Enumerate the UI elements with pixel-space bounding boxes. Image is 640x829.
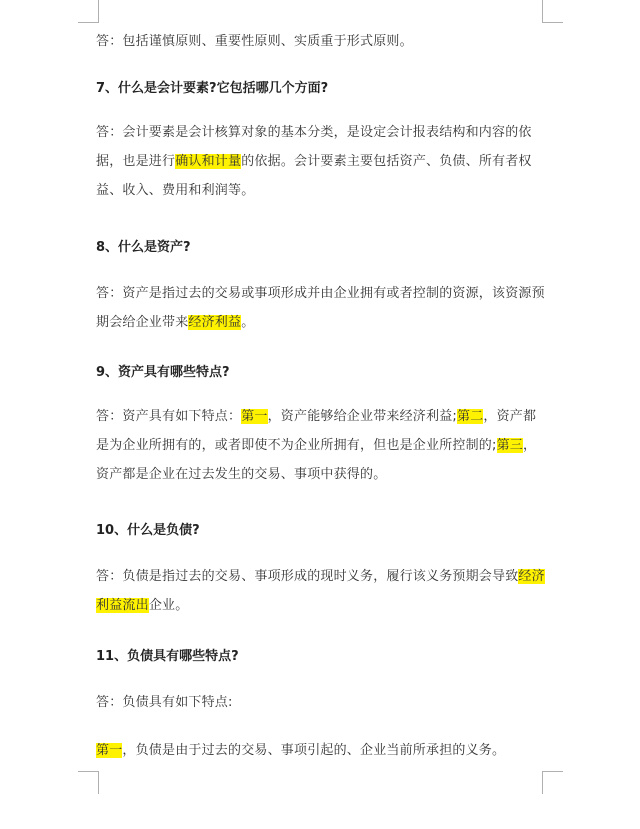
page-corner-mark-top-right — [542, 0, 563, 23]
page-corner-mark-top-left — [78, 0, 99, 23]
highlight-second: 第二 — [457, 409, 484, 424]
question-7-heading: 7、什么是会计要素?它包括哪几个方面? — [96, 81, 329, 96]
highlight-third: 第三 — [496, 438, 523, 453]
answer-7: 答：会计要素是会计核算对象的基本分类，是设定会计报表结构和内容的依据，也是进行确认和计量的依据。会计要素主要包括资产、负债、所有者权益、收入、费用和利润等。 — [96, 125, 532, 198]
answer-10: 答：负债是指过去的交易、事项形成的现时义务，履行该义务预期会导致经济利益流出企业。 — [96, 569, 545, 613]
highlight-economic-benefit: 经济利益 — [188, 315, 242, 330]
answer-11-point-1: 第一，负债是由于过去的交易、事项引起的、企业当前所承担的义务。 — [96, 743, 506, 758]
answer-9: 答：资产具有如下特点：第一，资产能够给企业带来经济利益;第二，资产都是为企业所拥有的，或者即使不为企业所拥有，但也是企业所控制的;第三，资产都是企业在过去发生的交易、事项中获得的。 — [96, 409, 537, 482]
answer-6: 答：包括谨慎原则、重要性原则、实质重于形式原则。 — [96, 34, 413, 49]
question-9-heading: 9、资产具有哪些特点? — [96, 365, 230, 380]
question-10-heading: 10、什么是负债? — [96, 523, 200, 538]
page-corner-mark-bottom-left — [78, 771, 99, 794]
highlight-first: 第一 — [241, 409, 268, 424]
question-11-heading: 11、负债具有哪些特点? — [96, 649, 239, 664]
highlight-confirm-measure: 确认和计量 — [175, 154, 242, 169]
page-corner-mark-bottom-right — [542, 771, 563, 794]
question-8-heading: 8、什么是资产? — [96, 240, 191, 255]
answer-8: 答：资产是指过去的交易或事项形成并由企业拥有或者控制的资源，该资源预期会给企业带来经济利益。 — [96, 286, 545, 330]
highlight-first: 第一 — [96, 743, 123, 758]
answer-11: 答：负债具有如下特点: — [96, 695, 233, 710]
highlight-economic-outflow: 经济利益流出 — [96, 569, 545, 613]
